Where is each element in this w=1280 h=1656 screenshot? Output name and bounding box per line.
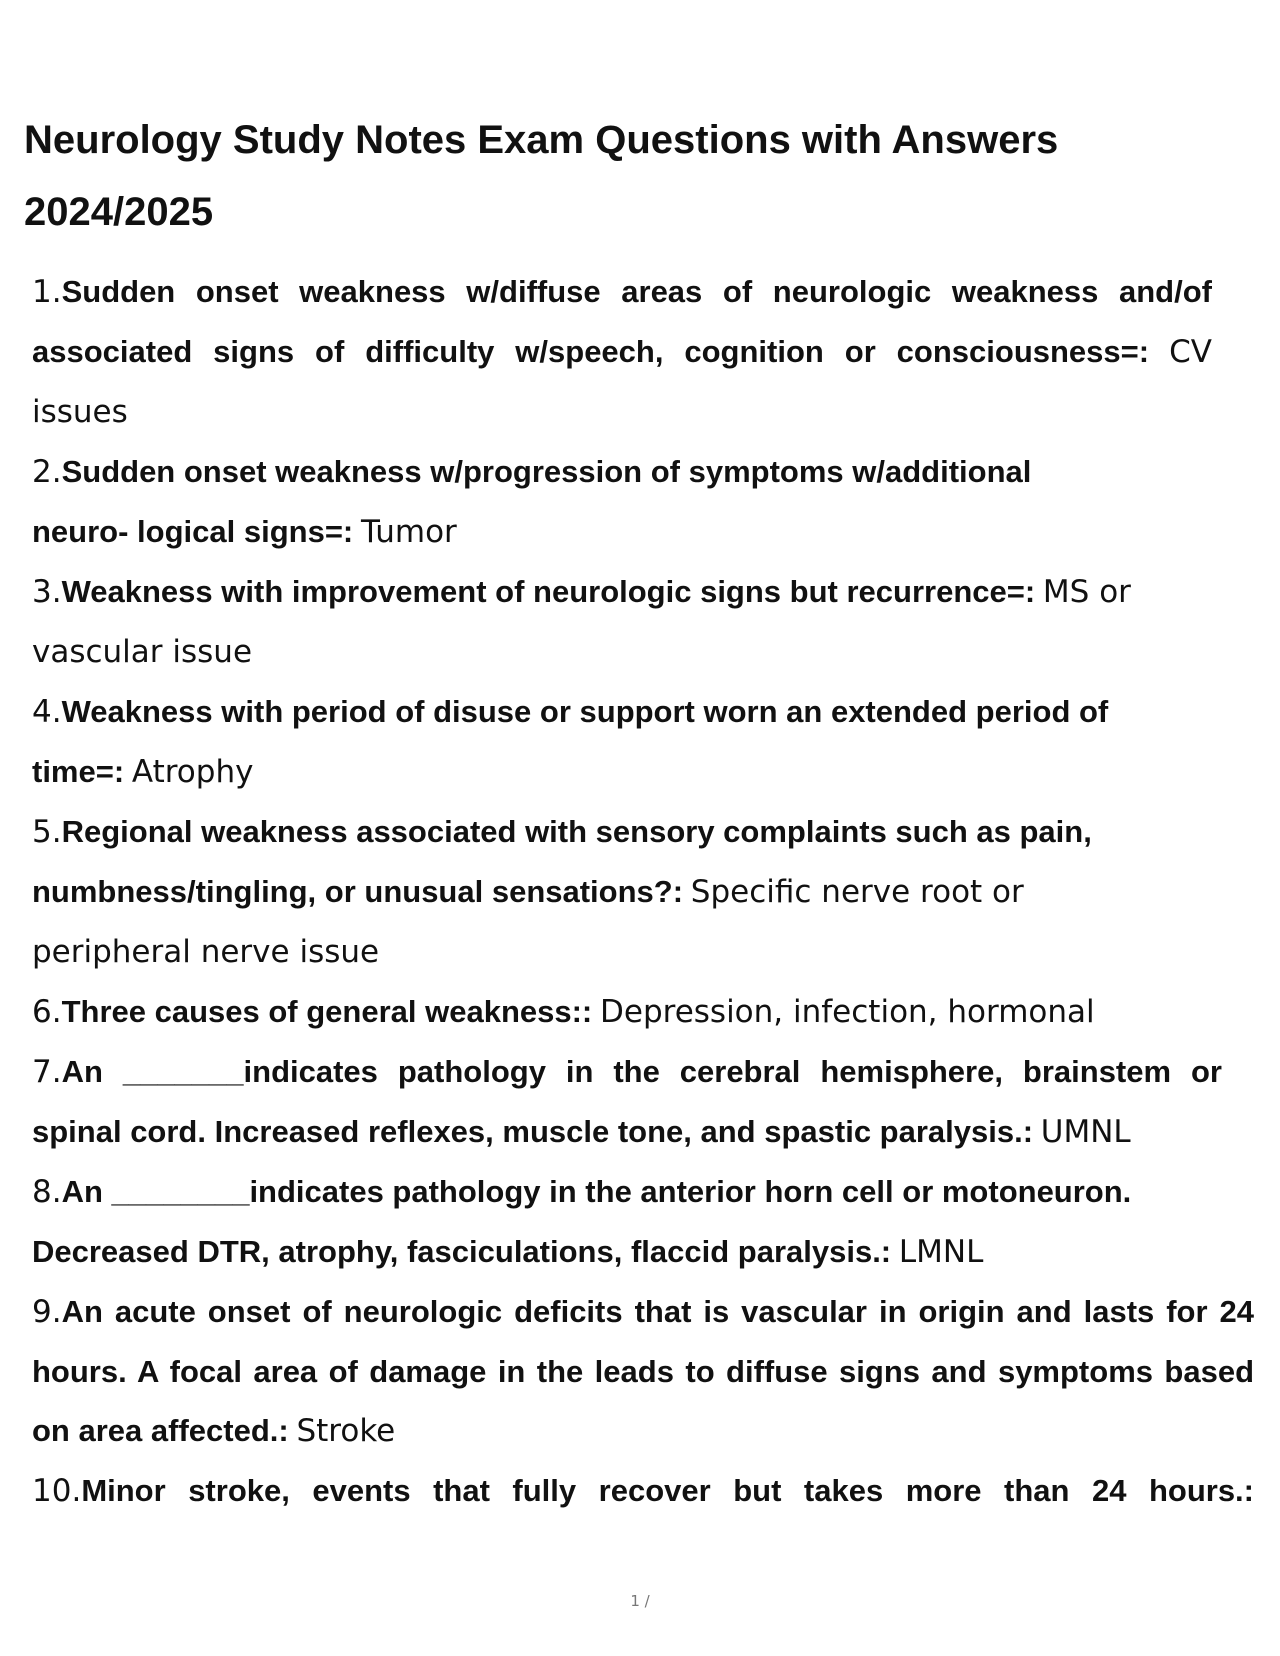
question-text: Weakness with period of disuse or support worn an extended period of time=: — [32, 694, 1109, 789]
answer-text: UMNL — [1040, 1114, 1131, 1150]
item-number: 2. — [32, 454, 62, 490]
list-item — [32, 682, 1132, 802]
item-number: 3. — [32, 574, 62, 610]
list-item — [32, 442, 1092, 562]
item-number: 9. — [32, 1294, 62, 1330]
answer-text: CV issues — [32, 334, 1213, 430]
question-text: Regional weakness associated with sensory complaints such as pain, numbness/tingling, or unusual sensations?: — [32, 814, 1092, 909]
page-title — [24, 104, 1224, 248]
question-text: Sudden onset weakness w/diffuse areas of neurologic weakness and/of associated signs of difficulty w/speech, cognition or consciousness=: — [32, 274, 1212, 369]
question-text: Weakness with improvement of neurologic signs but recurrence=: — [61, 574, 1036, 609]
list-item — [32, 1461, 1254, 1521]
page-title-line-2: 2024/2025 — [24, 190, 214, 234]
item-number: 5. — [32, 814, 62, 850]
answer-text: Specific nerve root or peripheral nerve issue — [32, 874, 1024, 970]
question-text: An ________indicates pathology in the anterior horn cell or motoneuron. Decreased DTR, atrophy, fasciculations, flaccid paralysis.: — [32, 1174, 1132, 1269]
list-item — [32, 1282, 1254, 1461]
item-number: 4. — [32, 694, 62, 730]
list-item — [32, 562, 1142, 682]
list-item — [32, 1042, 1222, 1162]
question-list — [32, 262, 1254, 1521]
list-item — [32, 982, 1254, 1042]
question-text: Three causes of general weakness:: — [61, 994, 593, 1029]
item-number: 10. — [32, 1473, 82, 1509]
question-text: Sudden onset weakness w/progression of symptoms w/additional neuro- logical signs=: — [32, 454, 1032, 549]
answer-text: MS or vascular issue — [32, 574, 1131, 670]
question-text: An acute onset of neurologic deficits that is vascular in origin and lasts for 24 hours. A focal area of damage in the leads to diffuse signs and symptoms based on area affected.: — [32, 1294, 1254, 1448]
answer-text: Atrophy — [131, 754, 254, 790]
answer-text: Tumor — [361, 514, 457, 550]
item-number: 1. — [32, 274, 62, 310]
list-item — [32, 262, 1212, 442]
answer-text: LMNL — [898, 1234, 984, 1270]
list-item — [32, 1162, 1222, 1282]
list-item — [32, 802, 1152, 982]
question-text: Minor stroke, events that fully recover but takes more than 24 hours.: — [81, 1473, 1254, 1508]
page-title-line-1: Neurology Study Notes Exam Questions with Answers — [24, 118, 1059, 162]
page-number: 1 / — [630, 1592, 650, 1610]
answer-text: Depression, infection, hormonal — [600, 994, 1095, 1030]
question-text: An _______indicates pathology in the cerebral hemisphere, brainstem or spinal cord. Increased reflexes, muscle tone, and spastic paralysis.: — [32, 1054, 1222, 1149]
item-number: 8. — [32, 1174, 62, 1210]
item-number: 7. — [32, 1054, 62, 1090]
answer-text: Stroke — [296, 1413, 396, 1449]
item-number: 6. — [32, 994, 62, 1030]
